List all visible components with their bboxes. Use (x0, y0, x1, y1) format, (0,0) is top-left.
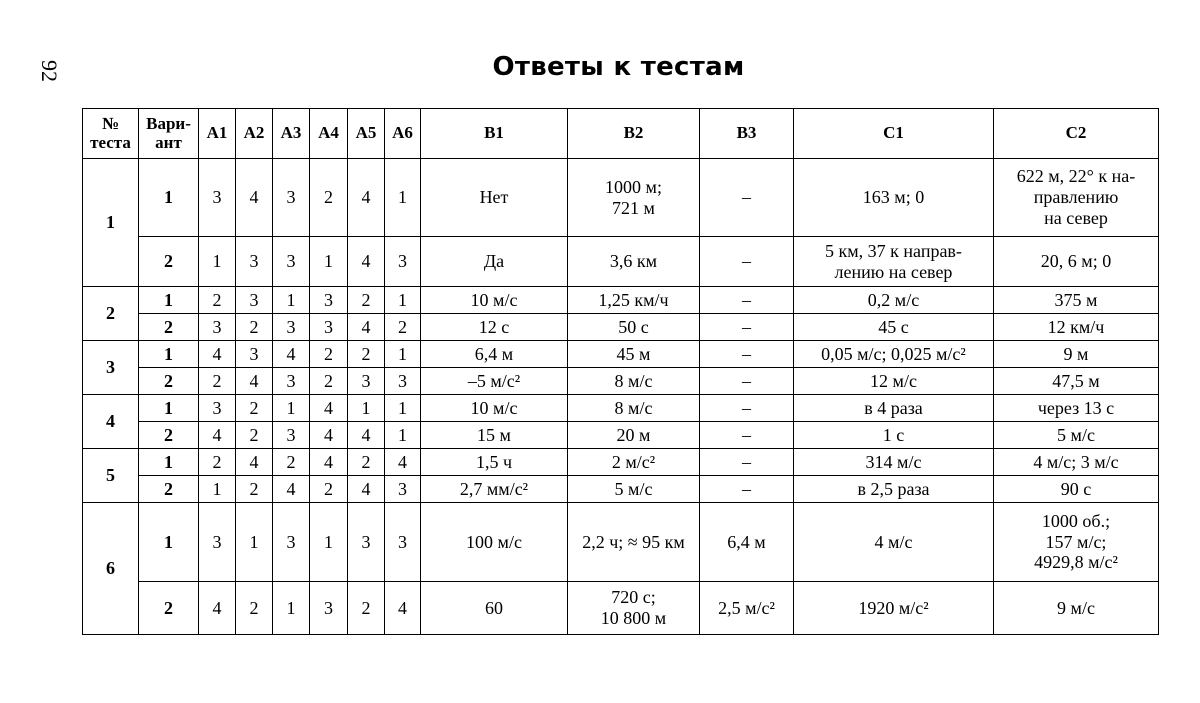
c2-cell: 1000 об.; 157 м/с; 4929,8 м/с² (994, 503, 1159, 582)
page-title: Ответы к тестам (492, 52, 745, 82)
c2-cell: 9 м (994, 341, 1159, 368)
a3-cell: 1 (273, 582, 310, 635)
b2-cell: 3,6 км (568, 237, 700, 287)
a3-cell: 3 (273, 422, 310, 449)
header-a5: A5 (348, 109, 385, 159)
c1-cell: 0,05 м/с; 0,025 м/с² (794, 341, 994, 368)
c1-cell: 0,2 м/с (794, 287, 994, 314)
test-number-cell: 2 (83, 287, 139, 341)
a6-cell: 1 (385, 395, 421, 422)
c2-cell: 20, 6 м; 0 (994, 237, 1159, 287)
variant-cell: 2 (139, 368, 199, 395)
a2-cell: 2 (236, 476, 273, 503)
header-b1: B1 (421, 109, 568, 159)
page-number: 92 (37, 60, 62, 82)
b2-cell: 45 м (568, 341, 700, 368)
a2-cell: 4 (236, 368, 273, 395)
c1-cell: 1920 м/с² (794, 582, 994, 635)
a5-cell: 1 (348, 395, 385, 422)
b1-cell: 10 м/с (421, 395, 568, 422)
a6-cell: 2 (385, 314, 421, 341)
b1-cell: 15 м (421, 422, 568, 449)
c1-cell: 5 км, 37 к направ- лению на север (794, 237, 994, 287)
a2-cell: 2 (236, 314, 273, 341)
table-row (83, 503, 1159, 582)
a6-cell: 4 (385, 449, 421, 476)
variant-cell: 1 (139, 503, 199, 582)
a6-cell: 3 (385, 503, 421, 582)
test-number-cell: 1 (83, 159, 139, 287)
test-number-cell: 3 (83, 341, 139, 395)
a4-cell: 1 (310, 237, 348, 287)
a2-cell: 3 (236, 341, 273, 368)
a2-cell: 4 (236, 159, 273, 237)
a3-cell: 2 (273, 449, 310, 476)
header-a1: A1 (199, 109, 236, 159)
a1-cell: 2 (199, 287, 236, 314)
b1-cell: –5 м/с² (421, 368, 568, 395)
c2-cell: через 13 с (994, 395, 1159, 422)
a5-cell: 4 (348, 159, 385, 237)
a6-cell: 1 (385, 287, 421, 314)
c1-cell: в 2,5 раза (794, 476, 994, 503)
c2-cell: 5 м/с (994, 422, 1159, 449)
b1-cell: 6,4 м (421, 341, 568, 368)
a5-cell: 4 (348, 237, 385, 287)
a2-cell: 1 (236, 503, 273, 582)
a5-cell: 3 (348, 503, 385, 582)
b3-cell: – (700, 395, 794, 422)
a5-cell: 4 (348, 422, 385, 449)
a4-cell: 2 (310, 341, 348, 368)
b2-cell: 2 м/с² (568, 449, 700, 476)
header-variant: Вари-ант (139, 109, 199, 159)
b3-cell: 6,4 м (700, 503, 794, 582)
a6-cell: 3 (385, 368, 421, 395)
header-a4: A4 (310, 109, 348, 159)
b2-cell: 50 с (568, 314, 700, 341)
variant-cell: 2 (139, 314, 199, 341)
b3-cell: – (700, 314, 794, 341)
b2-cell: 720 с; 10 800 м (568, 582, 700, 635)
b3-cell: – (700, 449, 794, 476)
a1-cell: 3 (199, 159, 236, 237)
c1-cell: в 4 раза (794, 395, 994, 422)
b3-cell: – (700, 422, 794, 449)
a3-cell: 1 (273, 395, 310, 422)
a4-cell: 2 (310, 368, 348, 395)
header-row (83, 109, 1159, 159)
b2-cell: 5 м/с (568, 476, 700, 503)
table-row (83, 314, 1159, 341)
b2-cell: 1,25 км/ч (568, 287, 700, 314)
table-row (83, 582, 1159, 635)
c1-cell: 45 с (794, 314, 994, 341)
header-a6: A6 (385, 109, 421, 159)
a5-cell: 2 (348, 341, 385, 368)
b3-cell: – (700, 287, 794, 314)
a3-cell: 3 (273, 159, 310, 237)
variant-cell: 2 (139, 582, 199, 635)
a6-cell: 1 (385, 159, 421, 237)
b3-cell: – (700, 476, 794, 503)
b1-cell: Да (421, 237, 568, 287)
a3-cell: 3 (273, 503, 310, 582)
a4-cell: 2 (310, 476, 348, 503)
a1-cell: 4 (199, 422, 236, 449)
header-b3: B3 (700, 109, 794, 159)
a4-cell: 4 (310, 395, 348, 422)
a1-cell: 3 (199, 503, 236, 582)
b1-cell: 12 с (421, 314, 568, 341)
variant-cell: 1 (139, 341, 199, 368)
b2-cell: 8 м/с (568, 368, 700, 395)
a5-cell: 2 (348, 287, 385, 314)
a2-cell: 2 (236, 422, 273, 449)
a3-cell: 3 (273, 368, 310, 395)
b2-cell: 20 м (568, 422, 700, 449)
test-number-cell: 6 (83, 503, 139, 635)
a4-cell: 3 (310, 582, 348, 635)
b3-cell: 2,5 м/с² (700, 582, 794, 635)
c2-cell: 622 м, 22° к на- правлению на север (994, 159, 1159, 237)
c2-cell: 9 м/с (994, 582, 1159, 635)
c1-cell: 1 с (794, 422, 994, 449)
answers-table (82, 108, 1159, 635)
b1-cell: 1,5 ч (421, 449, 568, 476)
table-row (83, 287, 1159, 314)
a2-cell: 3 (236, 287, 273, 314)
a4-cell: 1 (310, 503, 348, 582)
c1-cell: 12 м/с (794, 368, 994, 395)
variant-cell: 2 (139, 476, 199, 503)
b1-cell: 2,7 мм/с² (421, 476, 568, 503)
b2-cell: 1000 м; 721 м (568, 159, 700, 237)
c2-cell: 375 м (994, 287, 1159, 314)
header-c2: C2 (994, 109, 1159, 159)
a1-cell: 3 (199, 395, 236, 422)
c2-cell: 47,5 м (994, 368, 1159, 395)
a6-cell: 1 (385, 341, 421, 368)
a5-cell: 3 (348, 368, 385, 395)
a6-cell: 4 (385, 582, 421, 635)
a6-cell: 3 (385, 237, 421, 287)
variant-cell: 1 (139, 449, 199, 476)
a5-cell: 4 (348, 476, 385, 503)
table-row (83, 237, 1159, 287)
c2-cell: 90 с (994, 476, 1159, 503)
header-b2: B2 (568, 109, 700, 159)
a1-cell: 2 (199, 449, 236, 476)
a1-cell: 4 (199, 582, 236, 635)
b1-cell: 60 (421, 582, 568, 635)
a3-cell: 3 (273, 237, 310, 287)
header-c1: C1 (794, 109, 994, 159)
table-row (83, 395, 1159, 422)
b3-cell: – (700, 159, 794, 237)
a4-cell: 3 (310, 287, 348, 314)
a1-cell: 2 (199, 368, 236, 395)
a4-cell: 4 (310, 449, 348, 476)
table-row (83, 449, 1159, 476)
a2-cell: 3 (236, 237, 273, 287)
test-number-cell: 5 (83, 449, 139, 503)
b2-cell: 2,2 ч; ≈ 95 км (568, 503, 700, 582)
test-number-cell: 4 (83, 395, 139, 449)
a1-cell: 1 (199, 476, 236, 503)
a1-cell: 1 (199, 237, 236, 287)
a1-cell: 3 (199, 314, 236, 341)
a2-cell: 2 (236, 582, 273, 635)
c1-cell: 163 м; 0 (794, 159, 994, 237)
variant-cell: 1 (139, 395, 199, 422)
a4-cell: 4 (310, 422, 348, 449)
table-row (83, 368, 1159, 395)
b1-cell: 10 м/с (421, 287, 568, 314)
a3-cell: 4 (273, 476, 310, 503)
header-test-number: № теста (83, 109, 139, 159)
table-row (83, 422, 1159, 449)
b3-cell: – (700, 237, 794, 287)
a6-cell: 3 (385, 476, 421, 503)
a4-cell: 3 (310, 314, 348, 341)
a5-cell: 2 (348, 582, 385, 635)
table-row (83, 341, 1159, 368)
c2-cell: 4 м/с; 3 м/с (994, 449, 1159, 476)
a5-cell: 4 (348, 314, 385, 341)
header-a2: A2 (236, 109, 273, 159)
b3-cell: – (700, 368, 794, 395)
variant-cell: 1 (139, 159, 199, 237)
a4-cell: 2 (310, 159, 348, 237)
variant-cell: 2 (139, 237, 199, 287)
c1-cell: 4 м/с (794, 503, 994, 582)
table-row (83, 159, 1159, 237)
b1-cell: Нет (421, 159, 568, 237)
a3-cell: 1 (273, 287, 310, 314)
a6-cell: 1 (385, 422, 421, 449)
a2-cell: 2 (236, 395, 273, 422)
c2-cell: 12 км/ч (994, 314, 1159, 341)
header-a3: A3 (273, 109, 310, 159)
variant-cell: 2 (139, 422, 199, 449)
a3-cell: 4 (273, 341, 310, 368)
b1-cell: 100 м/с (421, 503, 568, 582)
a1-cell: 4 (199, 341, 236, 368)
b2-cell: 8 м/с (568, 395, 700, 422)
b3-cell: – (700, 341, 794, 368)
a2-cell: 4 (236, 449, 273, 476)
a5-cell: 2 (348, 449, 385, 476)
table-row (83, 476, 1159, 503)
c1-cell: 314 м/с (794, 449, 994, 476)
a3-cell: 3 (273, 314, 310, 341)
variant-cell: 1 (139, 287, 199, 314)
